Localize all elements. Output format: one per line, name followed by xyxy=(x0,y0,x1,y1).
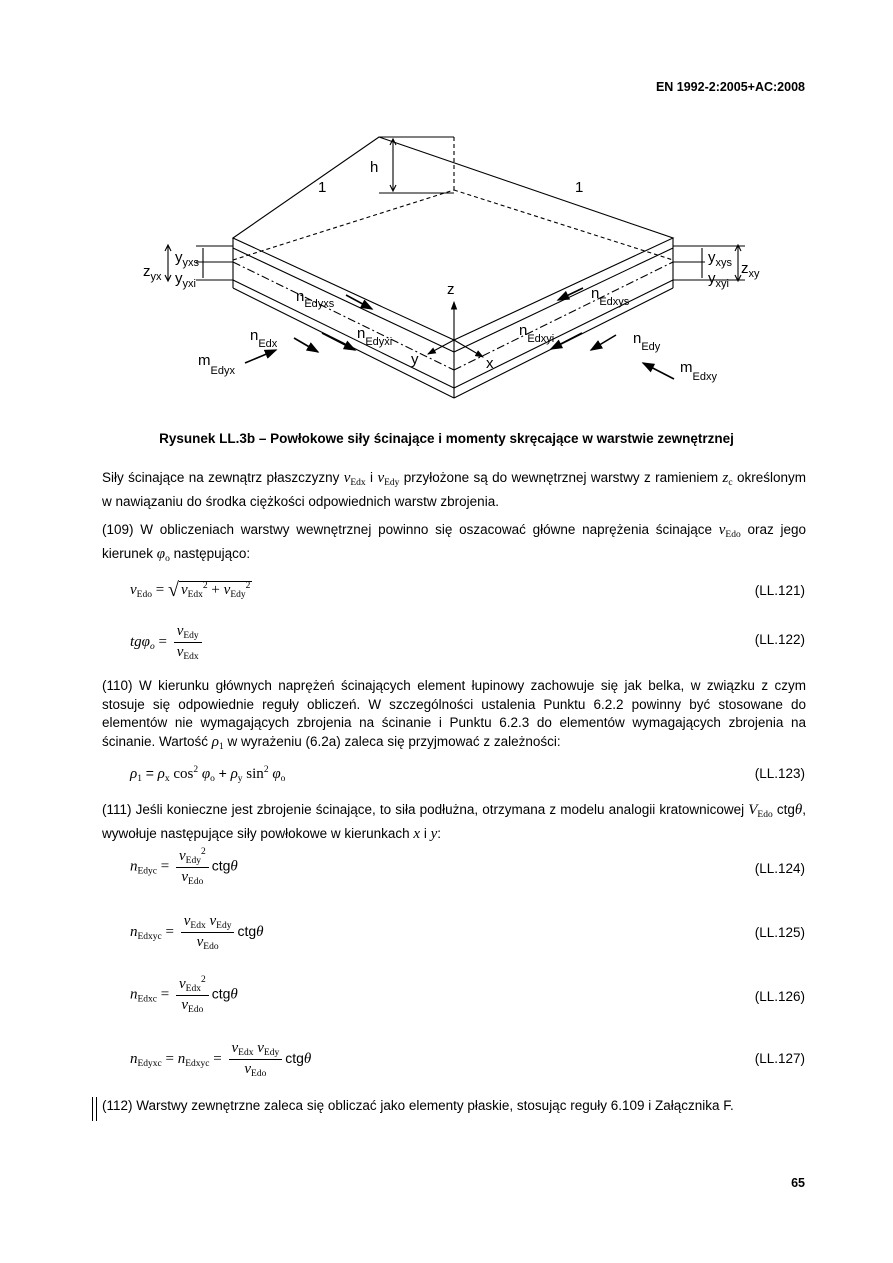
label-z-xy: $z_{xy}$ xyxy=(741,260,760,280)
force-arrow-nEdx xyxy=(294,338,318,352)
figure-caption: Rysunek LL.3b – Powłokowe siły ścinające i momenty skręcające w warstwie zewnętrznej xyxy=(159,431,734,446)
slab-top-face xyxy=(233,137,673,340)
label-n-Edx: $n_{Edx}$ xyxy=(250,327,278,350)
label-y-xys: $y_{xys}$ xyxy=(708,249,732,269)
shell-layer-diagram xyxy=(0,0,893,425)
label-z-axis: z xyxy=(447,281,455,298)
moment-arrow-mEdyx xyxy=(245,350,276,363)
label-h: h xyxy=(370,159,379,176)
label-y-xyi: $y_{xyi}$ xyxy=(708,270,729,290)
label-x-axis: x xyxy=(486,355,494,372)
equation-ll125: $n_{Edxyc}$ = $\frac{v_{Edx} v_{Edy}}{v_{Edo}}$ ctgθ xyxy=(130,913,264,952)
equation-number-ll124: (LL.124) xyxy=(754,861,805,876)
paragraph-shear-forces: Siły ścinające na zewnątrz płaszczyzny $v_{Edx}$ i $v_{Edy}$ przyłożone są do wewnętrznej warstwy z ramieniem $z_c$ określonym w nawiązaniu do środka ciężkości odpowiednich warstw zbrojenia. xyxy=(102,470,806,509)
paragraph-109: (109) W obliczeniach warstwy wewnętrznej powinno się oszacować główne naprężenia ścinające $v_{Edo}$ oraz jego kierunek $\varphi_o$ następująco: xyxy=(102,522,806,564)
equation-number-ll121: (LL.121) xyxy=(754,583,805,598)
sqrt-symbol: √ xyxy=(167,579,179,601)
label-y-axis: y xyxy=(411,351,419,368)
force-arrow-nEdy xyxy=(591,335,616,350)
label-n-Edyxi: $n_{Edyxi}$ xyxy=(357,325,393,348)
axis-x xyxy=(454,340,483,357)
equation-ll126: $n_{Edxc}$ = $\frac{v_{Edx}^2}{v_{Edo}}$ ctgθ xyxy=(130,975,238,1015)
label-m-Edxy: $m_{Edxy}$ xyxy=(680,359,717,383)
label-1-right: 1 xyxy=(575,179,584,196)
equation-ll122: tgφ$_o$ = $\frac{v_{Edy}}{v_{Edx}}$ xyxy=(130,623,205,662)
equation-number-ll127: (LL.127) xyxy=(754,1051,805,1066)
change-bar xyxy=(92,1097,97,1121)
equation-number-ll123: (LL.123) xyxy=(754,766,805,781)
equation-number-ll125: (LL.125) xyxy=(754,925,805,940)
paragraph-111: (111) Jeśli konieczne jest zbrojenie ścinające, to siła podłużna, otrzymana z modelu analogii kratownicowej $V_{Edo}$ ctgθ, wywołuje następujące siły powłokowe w kierunkach x i y: xyxy=(102,802,806,842)
force-arrow-nEdyxi xyxy=(322,333,355,350)
equation-ll124: $n_{Edyc}$ = $\frac{v_{Edy}^2}{v_{Edo}}$ ctgθ xyxy=(130,847,238,887)
label-y-yxi: $y_{yxi}$ xyxy=(175,270,196,290)
label-n-Edxys: $n_{Edxys}$ xyxy=(591,285,630,308)
force-arrow-nEdxyi xyxy=(551,333,582,349)
label-y-yxs: $y_{yxs}$ xyxy=(175,249,199,269)
equation-number-ll126: (LL.126) xyxy=(754,989,805,1004)
equation-ll121: $v_{Edo}$ = √ $v_{Edx}^2 + v_{Edy}^2$ xyxy=(130,579,251,601)
document-header: EN 1992-2:2005+AC:2008 xyxy=(655,80,805,94)
page-number: 65 xyxy=(791,1176,805,1190)
paragraph-110: (110) W kierunku głównych naprężeń ścinających element łupinowy zachowuje się jak belka, w związku z czym stosuje się odpowiednie reguły obliczeń. W szczególności ustalenia Punktu 6.2.2 powinny być stosowane do elementów nie wymagających zbrojenia na ścinanie i Punktu 6.2.3 do elementów wymagających zbrojenia na ścinanie. Wartość $\rho_1$ w wyrażeniu (6.2a) zaleca się przyjmować z zależności: xyxy=(102,678,806,752)
moment-arrow-mEdxy xyxy=(643,363,674,379)
equation-ll123: $\rho_1 = \rho_x$ $\cos^2 \varphi_o + \rho_y$ $\sin^2 \varphi_o$ xyxy=(130,765,286,784)
label-n-Edyxs: $n_{Edyxs}$ xyxy=(296,288,335,310)
label-m-Edyx: $m_{Edyx}$ xyxy=(198,352,235,377)
label-n-Edxyi: $n_{Edxyi}$ xyxy=(519,322,555,345)
equation-number-ll122: (LL.122) xyxy=(754,632,805,647)
label-z-yx: $z_{yx}$ xyxy=(143,263,162,283)
label-1-left: 1 xyxy=(318,179,327,196)
equation-ll127: $n_{Edyxc} = n_{Edxyc}$ = $\frac{v_{Edx} v_{Edy}}{v_{Edo}}$ ctgθ xyxy=(130,1040,312,1079)
paragraph-112: (112) Warstwy zewnętrzne zaleca się obliczać jako elementy płaskie, stosując reguły 6.109 i Załącznika F. xyxy=(102,1098,734,1113)
label-n-Edy: $n_{Edy}$ xyxy=(633,330,661,353)
